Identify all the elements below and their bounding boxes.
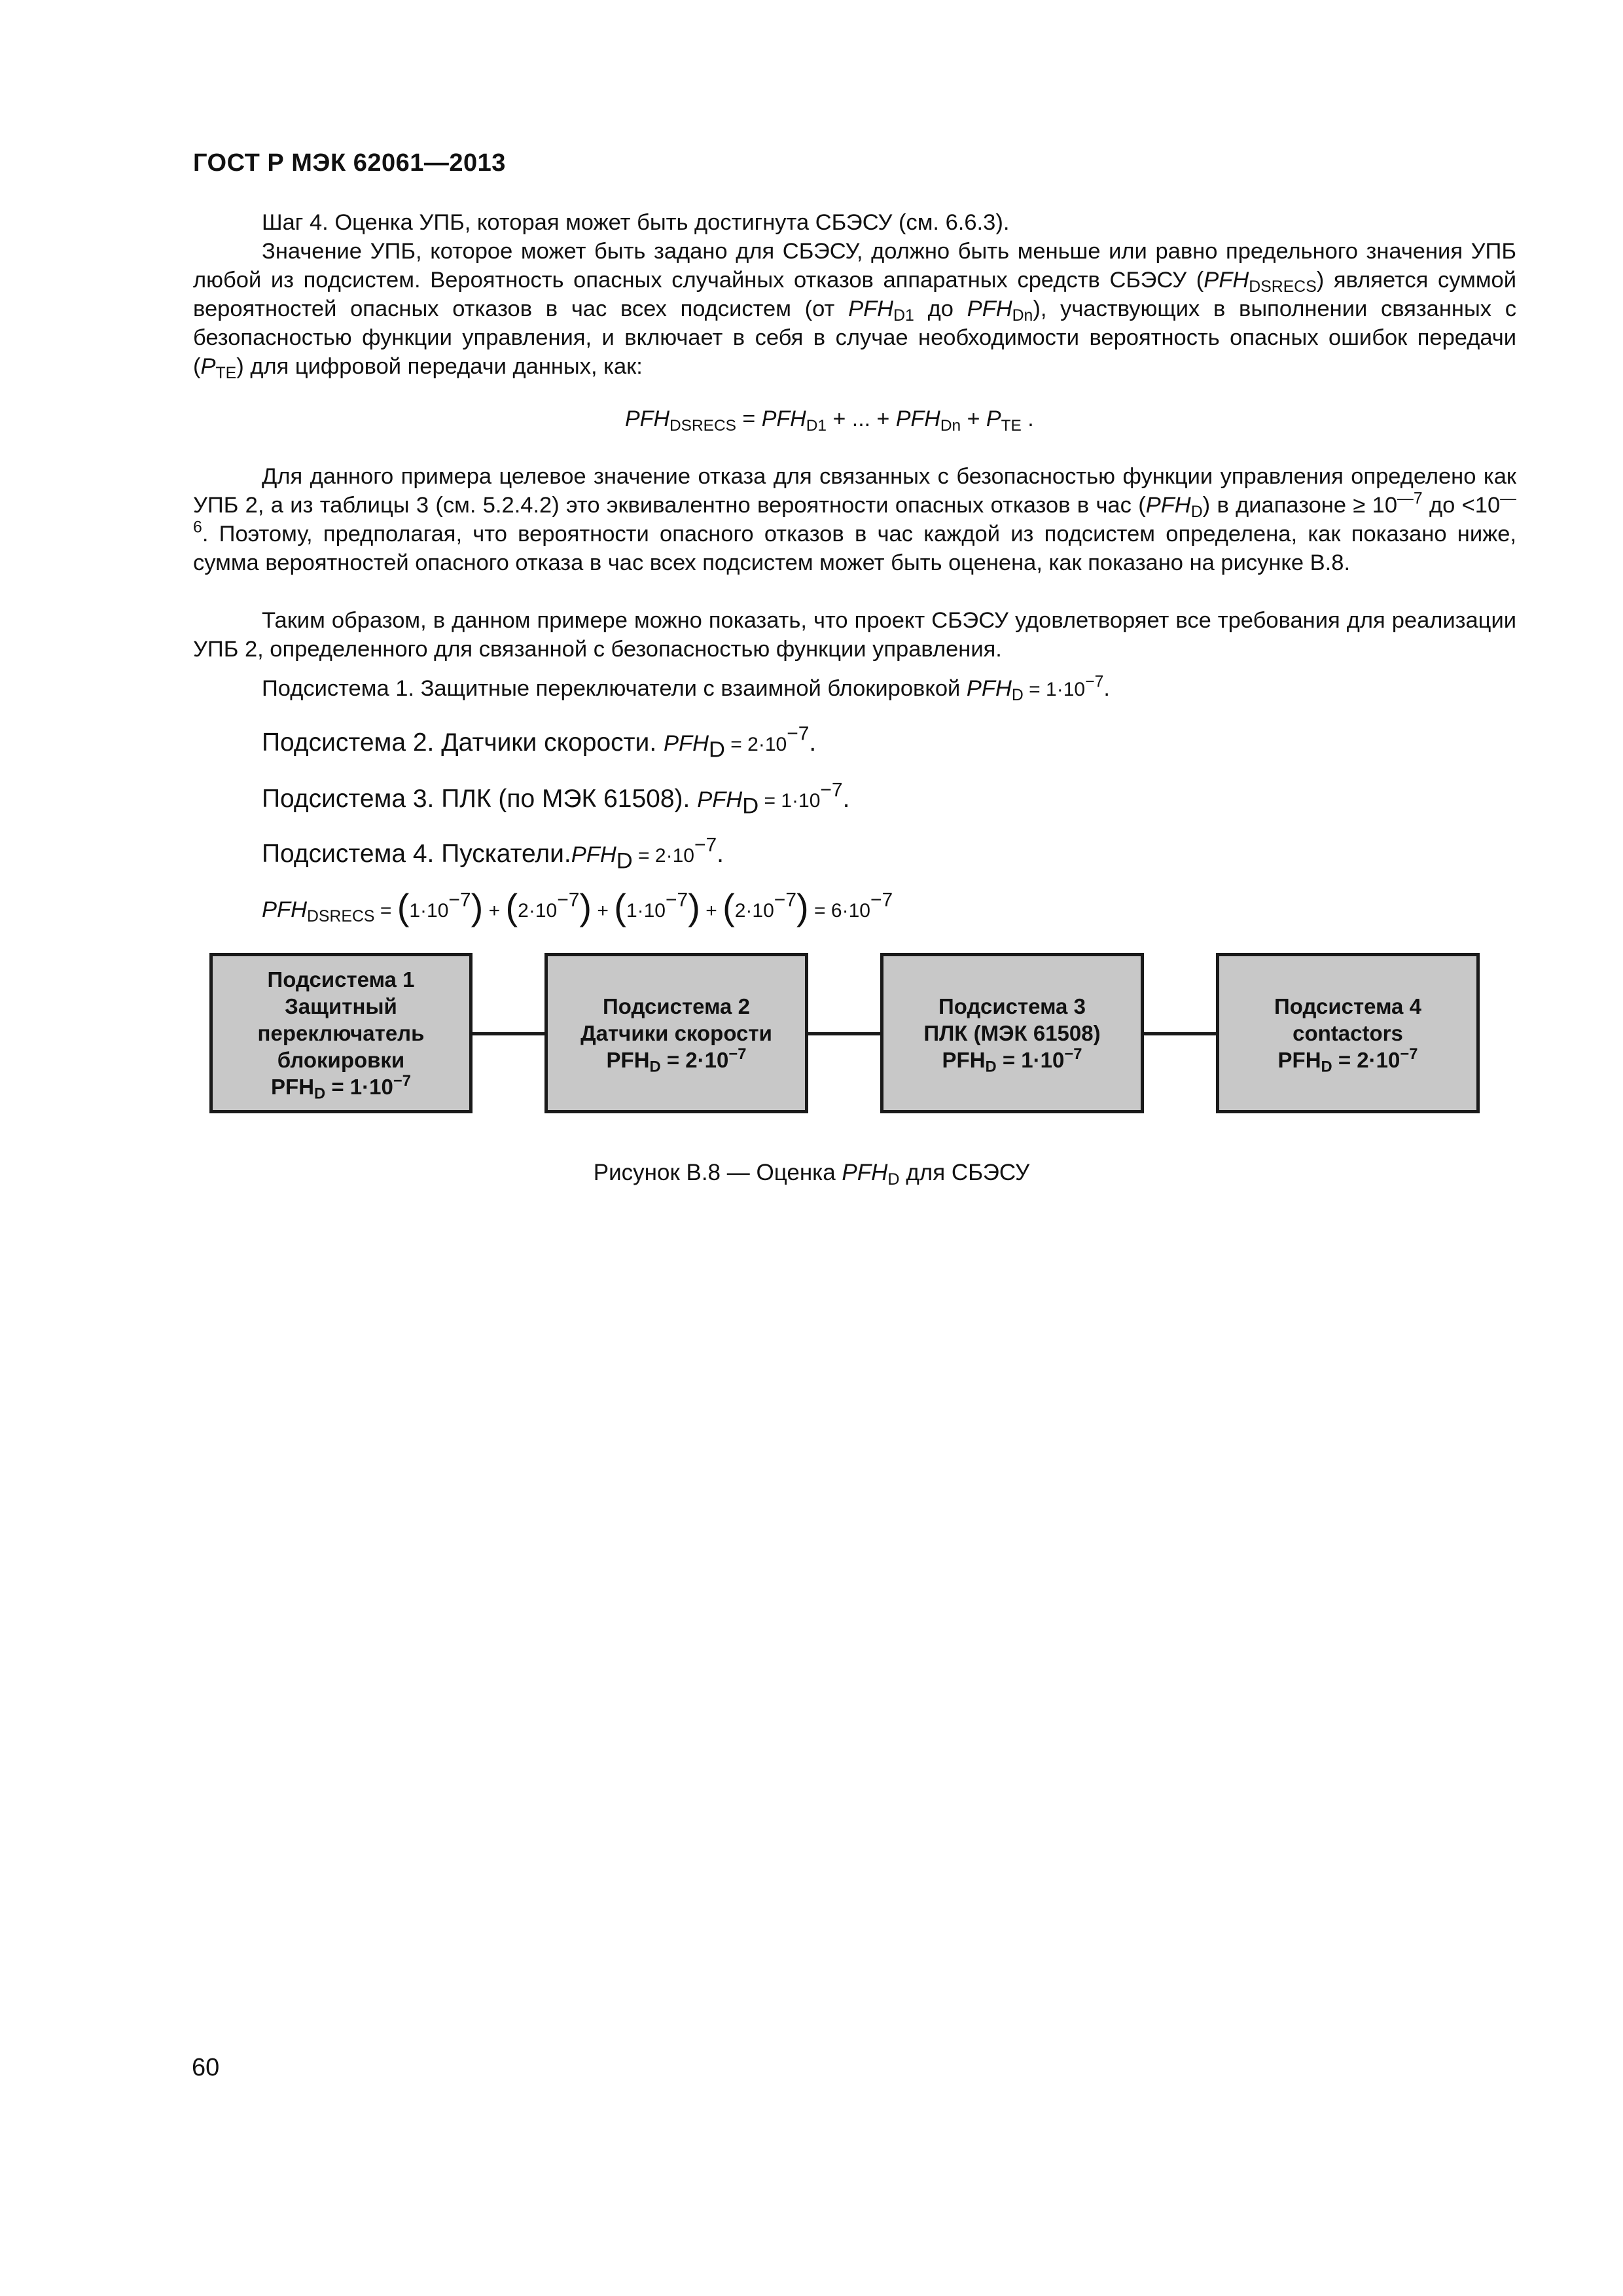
subsystem-line-3: Подсистема 3. ПЛК (по МЭК 61508). $PFH_D = 1\cdot 10^{-7}$. [262, 779, 850, 819]
box-4-line-1: Подсистема 4 [1274, 994, 1421, 1018]
figure-caption: Рисунок В.8 — Оценка $PFH_D$ для СБЭСУ [593, 1160, 1030, 1189]
box-4-pfh: $PFH_D = 2\cdot 10^{-7}$ [1277, 1045, 1418, 1076]
box-1-line-1: Подсистема 1 [267, 967, 415, 992]
box-1-line-3: переключатель [257, 1021, 425, 1045]
box-3-pfh: $PFH_D = 1\cdot 10^{-7}$ [942, 1045, 1082, 1076]
box-3-line-1: Подсистема 3 [938, 994, 1086, 1018]
sum-formula: $PFH_{DSRECS} = (1\cdot 10^{-7}) + (2\cdot 10^{-7}) + (1\cdot 10^{-7}) + (2\cdot 10^{-7}) = 6\cdot 10^{-7}$ [262, 886, 893, 927]
box-1-line-4: блокировки [277, 1048, 405, 1072]
step4-paragraph: Шаг 4. Оценка УПБ, которая может быть достигнута СБЭСУ (см. 6.6.3). [262, 210, 1010, 235]
subsystem-box-4 [1216, 953, 1480, 1113]
connector-3-4 [1141, 1032, 1219, 1035]
page-number: 60 [192, 2054, 220, 2081]
subsystem-line-2: Подсистема 2. Датчики скорости. $PFH_D = 2\cdot 10^{-7}$. [262, 723, 817, 762]
connector-2-3 [805, 1032, 883, 1035]
box-2-pfh: $PFH_D = 2\cdot 10^{-7}$ [606, 1045, 747, 1076]
document-header: ГОСТ Р МЭК 62061—2013 [193, 149, 506, 177]
box-4-line-2: contactors [1293, 1021, 1403, 1045]
box-1-pfh: $PFH_D = 1\cdot 10^{-7}$ [271, 1071, 411, 1103]
box-3-line-2: ПЛК (МЭК 61508) [923, 1021, 1101, 1045]
paragraph-pfh-definition: Значение УПБ, которое может быть задано для СБЭСУ, должно быть меньше или равно предельного значения УПБ любой из подсистем. Вероятность опасных случайных отказов аппаратных средств СБЭСУ $(PFH_{DSRECS})$ является суммой вероятностей опасных отказов в час всех подсистем (от $PFH_{D1}$ до $PFH_{Dn}$), участвующих в выполнении связанных с безопасностью функции управления, и включает в себя в случае необходимости вероятность опасных ошибок передачи $(P_{TE})$ для цифровой передачи данных, как: [193, 239, 1516, 382]
box-1-line-2: Защитный [285, 994, 397, 1018]
box-2-line-1: Подсистема 2 [603, 994, 750, 1018]
paragraph-target-value: Для данного примера целевое значение отказа для связанных с безопасностью функции управления определено как УПБ 2, а из таблицы 3 (см. 5.2.4.2) это эквивалентно вероятности опасных отказов в час $(PFH_D)$ в диапазоне ≥ $10^{—7}$ до $<10^{—6}$. Поэтому, предполагая, что вероятности опасного отказов в час каждой из подсистем определена, как показано ниже, сумма вероятностей опасного отказа в час всех подсистем может быть оценена, как показано на рисунке В.8. [193, 464, 1516, 575]
connector-1-2 [469, 1032, 548, 1035]
formula-pfh-sum: $PFH_{DSRECS} = PFH_{D1}$ + ... + $PFH_{Dn} + P_{TE}$ . [625, 406, 1034, 435]
subsystem-line-4: Подсистема 4. $Пускатели.PFH_D = 2\cdot 10^{-7}$. [262, 834, 724, 874]
paragraph-conclusion: Таким образом, в данном примере можно показать, что проект СБЭСУ удовлетворяет все требования для реализации УПБ 2, определенного для связанной с безопасностью функции управления. [193, 608, 1516, 662]
subsystem-line-1: Подсистема 1. Защитные переключатели с взаимной блокировкой $PFH_D = 1\cdot 10^{-7}$. [262, 673, 1110, 704]
subsystem-box-3 [880, 953, 1144, 1113]
subsystem-box-2 [544, 953, 808, 1113]
box-2-line-2: Датчики скорости [580, 1021, 772, 1045]
subsystem-box-1 [209, 953, 473, 1113]
